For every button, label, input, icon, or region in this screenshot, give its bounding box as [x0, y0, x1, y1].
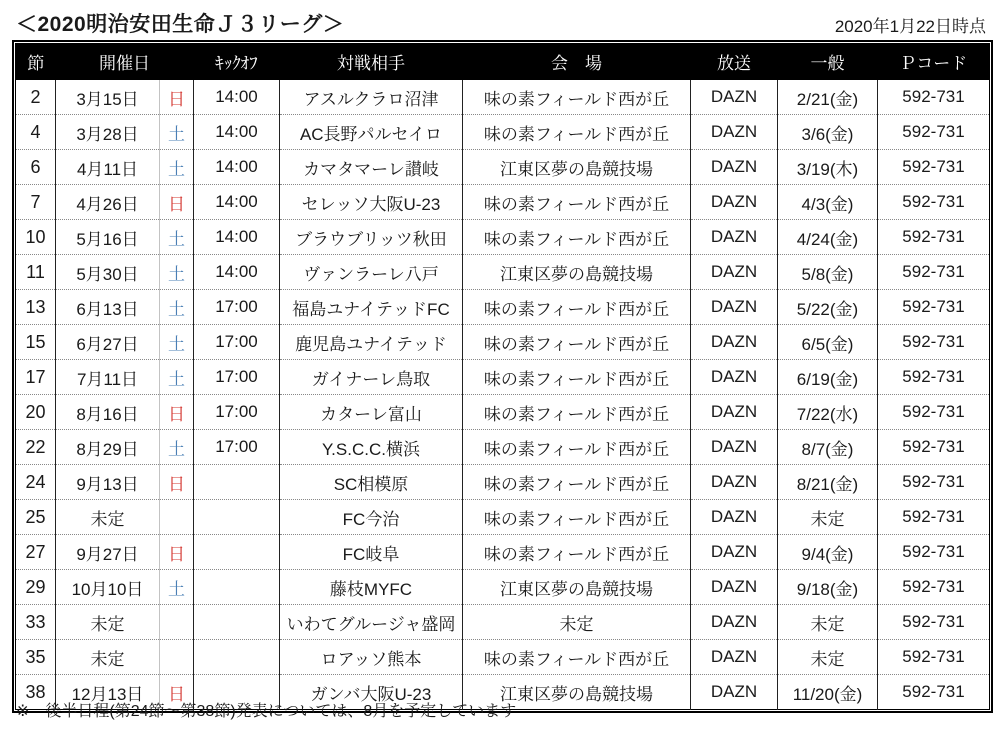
cell-round: 4: [16, 115, 56, 150]
page-title: ＜2020明治安田生命Ｊ３リーグ＞: [16, 13, 345, 36]
cell-pcode: 592-731: [878, 220, 990, 255]
cell-pcode: 592-731: [878, 290, 990, 325]
cell-opponent: 藤枝MYFC: [280, 570, 463, 605]
cell-opponent: カターレ富山: [280, 395, 463, 430]
header-general: 一般: [778, 44, 878, 80]
cell-round: 7: [16, 185, 56, 220]
cell-pcode: 592-731: [878, 605, 990, 640]
table-row: [16, 290, 990, 325]
cell-day-of-week: [160, 640, 194, 675]
cell-date: 3月15日: [56, 80, 160, 115]
cell-kickoff: [194, 465, 280, 500]
cell-pcode: 592-731: [878, 675, 990, 710]
cell-venue: 未定: [463, 605, 691, 640]
cell-date: 9月27日: [56, 535, 160, 570]
cell-broadcast: DAZN: [691, 395, 778, 430]
cell-date: 8月29日: [56, 430, 160, 465]
cell-pcode: 592-731: [878, 500, 990, 535]
cell-date: 5月30日: [56, 255, 160, 290]
cell-day-of-week: 土: [160, 290, 194, 325]
cell-pcode: 592-731: [878, 395, 990, 430]
cell-opponent: ガイナーレ鳥取: [280, 360, 463, 395]
cell-general-sale-date: 5/22(金): [778, 290, 878, 325]
cell-opponent: FC今治: [280, 500, 463, 535]
cell-day-of-week: 日: [160, 465, 194, 500]
cell-opponent: Y.S.C.C.横浜: [280, 430, 463, 465]
cell-general-sale-date: 4/24(金): [778, 220, 878, 255]
cell-venue: 江東区夢の島競技場: [463, 570, 691, 605]
cell-day-of-week: 土: [160, 570, 194, 605]
cell-day-of-week: 土: [160, 325, 194, 360]
cell-date: 3月28日: [56, 115, 160, 150]
cell-day-of-week: 土: [160, 150, 194, 185]
table-row: [16, 325, 990, 360]
header-broadcast: 放送: [691, 44, 778, 80]
cell-day-of-week: 日: [160, 80, 194, 115]
cell-pcode: 592-731: [878, 360, 990, 395]
cell-date: 未定: [56, 500, 160, 535]
header-kickoff: ｷｯｸｵﾌ: [194, 44, 280, 80]
cell-broadcast: DAZN: [691, 255, 778, 290]
cell-day-of-week: 土: [160, 255, 194, 290]
cell-venue: 江東区夢の島競技場: [463, 675, 691, 710]
cell-opponent: SC相模原: [280, 465, 463, 500]
cell-venue: 味の素フィールド西が丘: [463, 640, 691, 675]
cell-day-of-week: 土: [160, 360, 194, 395]
cell-venue: 味の素フィールド西が丘: [463, 360, 691, 395]
cell-round: 10: [16, 220, 56, 255]
cell-broadcast: DAZN: [691, 185, 778, 220]
cell-day-of-week: 日: [160, 185, 194, 220]
cell-opponent: 福島ユナイテッドFC: [280, 290, 463, 325]
cell-round: 11: [16, 255, 56, 290]
cell-venue: 江東区夢の島競技場: [463, 150, 691, 185]
table-row: [16, 220, 990, 255]
cell-general-sale-date: 3/19(木): [778, 150, 878, 185]
cell-general-sale-date: 8/7(金): [778, 430, 878, 465]
cell-venue: 味の素フィールド西が丘: [463, 500, 691, 535]
cell-day-of-week: 土: [160, 430, 194, 465]
cell-kickoff: 14:00: [194, 150, 280, 185]
cell-pcode: 592-731: [878, 535, 990, 570]
table-row: [16, 535, 990, 570]
cell-broadcast: DAZN: [691, 220, 778, 255]
cell-round: 6: [16, 150, 56, 185]
cell-round: 25: [16, 500, 56, 535]
cell-general-sale-date: 9/4(金): [778, 535, 878, 570]
cell-general-sale-date: 未定: [778, 605, 878, 640]
cell-kickoff: [194, 640, 280, 675]
cell-opponent: セレッソ大阪U-23: [280, 185, 463, 220]
cell-broadcast: DAZN: [691, 675, 778, 710]
cell-day-of-week: 土: [160, 115, 194, 150]
cell-venue: 味の素フィールド西が丘: [463, 80, 691, 115]
cell-pcode: 592-731: [878, 185, 990, 220]
table-row: [16, 465, 990, 500]
header-date: 開催日: [56, 44, 194, 80]
cell-general-sale-date: 6/5(金): [778, 325, 878, 360]
header-pcode: Ｐコード: [878, 44, 990, 80]
cell-broadcast: DAZN: [691, 570, 778, 605]
cell-venue: 味の素フィールド西が丘: [463, 535, 691, 570]
cell-opponent: 鹿児島ユナイテッド: [280, 325, 463, 360]
cell-venue: 江東区夢の島競技場: [463, 255, 691, 290]
table-row: [16, 150, 990, 185]
cell-round: 38: [16, 675, 56, 710]
cell-pcode: 592-731: [878, 430, 990, 465]
cell-general-sale-date: 5/8(金): [778, 255, 878, 290]
cell-broadcast: DAZN: [691, 80, 778, 115]
cell-date: 5月16日: [56, 220, 160, 255]
cell-round: 27: [16, 535, 56, 570]
cell-kickoff: 14:00: [194, 115, 280, 150]
cell-date: 6月13日: [56, 290, 160, 325]
cell-broadcast: DAZN: [691, 465, 778, 500]
cell-opponent: FC岐阜: [280, 535, 463, 570]
cell-kickoff: 17:00: [194, 430, 280, 465]
cell-kickoff: 14:00: [194, 255, 280, 290]
cell-pcode: 592-731: [878, 325, 990, 360]
cell-broadcast: DAZN: [691, 605, 778, 640]
cell-day-of-week: 日: [160, 395, 194, 430]
cell-round: 20: [16, 395, 56, 430]
cell-broadcast: DAZN: [691, 430, 778, 465]
cell-opponent: ロアッソ熊本: [280, 640, 463, 675]
cell-kickoff: 17:00: [194, 325, 280, 360]
cell-general-sale-date: 4/3(金): [778, 185, 878, 220]
cell-venue: 味の素フィールド西が丘: [463, 325, 691, 360]
cell-pcode: 592-731: [878, 465, 990, 500]
cell-date: 未定: [56, 640, 160, 675]
cell-pcode: 592-731: [878, 80, 990, 115]
cell-opponent: ブラウブリッツ秋田: [280, 220, 463, 255]
cell-kickoff: [194, 535, 280, 570]
cell-opponent: AC長野パルセイロ: [280, 115, 463, 150]
cell-kickoff: 17:00: [194, 290, 280, 325]
cell-venue: 味の素フィールド西が丘: [463, 220, 691, 255]
cell-venue: 味の素フィールド西が丘: [463, 115, 691, 150]
cell-round: 22: [16, 430, 56, 465]
cell-pcode: 592-731: [878, 640, 990, 675]
header-venue: 会 場: [463, 44, 691, 80]
cell-opponent: ヴァンラーレ八戸: [280, 255, 463, 290]
cell-date: 4月11日: [56, 150, 160, 185]
table-row: [16, 500, 990, 535]
cell-kickoff: 17:00: [194, 360, 280, 395]
cell-broadcast: DAZN: [691, 150, 778, 185]
cell-broadcast: DAZN: [691, 290, 778, 325]
cell-date: 6月27日: [56, 325, 160, 360]
cell-pcode: 592-731: [878, 115, 990, 150]
schedule-table: [15, 43, 990, 710]
cell-opponent: いわてグルージャ盛岡: [280, 605, 463, 640]
as-of-date: 2020年1月22日時点: [834, 17, 986, 36]
cell-date: 未定: [56, 605, 160, 640]
cell-round: 2: [30, 86, 41, 107]
table-body: [16, 80, 990, 710]
cell-broadcast: DAZN: [691, 360, 778, 395]
table-row: [16, 430, 990, 465]
cell-general-sale-date: 6/19(金): [778, 360, 878, 395]
cell-general-sale-date: 9/18(金): [778, 570, 878, 605]
cell-kickoff: 14:00: [194, 80, 280, 115]
cell-general-sale-date: 2/21(金): [778, 80, 878, 115]
cell-round: 15: [16, 325, 56, 360]
cell-opponent: アスルクラロ沼津: [280, 80, 463, 115]
cell-day-of-week: [160, 605, 194, 640]
table-row: [16, 185, 990, 220]
cell-venue: 味の素フィールド西が丘: [463, 395, 691, 430]
cell-venue: 味の素フィールド西が丘: [463, 465, 691, 500]
table-row: [16, 640, 990, 675]
table-row: [16, 570, 990, 605]
cell-general-sale-date: 8/21(金): [778, 465, 878, 500]
cell-day-of-week: 日: [160, 675, 194, 710]
table-row: [16, 80, 990, 115]
cell-venue: 味の素フィールド西が丘: [463, 430, 691, 465]
cell-kickoff: [194, 500, 280, 535]
cell-round: 35: [16, 640, 56, 675]
cell-date: 8月16日: [56, 395, 160, 430]
cell-general-sale-date: 11/20(金): [778, 675, 878, 710]
cell-opponent: カマタマーレ讃岐: [280, 150, 463, 185]
cell-broadcast: DAZN: [691, 535, 778, 570]
cell-round: 17: [16, 360, 56, 395]
cell-venue: 味の素フィールド西が丘: [463, 290, 691, 325]
cell-date: 12月13日: [56, 675, 160, 710]
cell-date: 10月10日: [56, 570, 160, 605]
cell-round: 13: [16, 290, 56, 325]
cell-round: 24: [16, 465, 56, 500]
cell-kickoff: 14:00: [194, 185, 280, 220]
cell-broadcast: DAZN: [691, 500, 778, 535]
cell-general-sale-date: 未定: [778, 640, 878, 675]
cell-pcode: 592-731: [878, 255, 990, 290]
cell-day-of-week: 土: [160, 220, 194, 255]
header-round: 節: [16, 44, 56, 80]
cell-venue: 味の素フィールド西が丘: [463, 185, 691, 220]
cell-date: 4月26日: [56, 185, 160, 220]
cell-opponent: ガンバ大阪U-23: [280, 675, 463, 710]
table-row: [16, 395, 990, 430]
table-header: [16, 44, 990, 80]
cell-round: 29: [16, 570, 56, 605]
cell-date: 7月11日: [56, 360, 160, 395]
cell-broadcast: DAZN: [691, 115, 778, 150]
table-row: [16, 255, 990, 290]
table-row: [16, 605, 990, 640]
cell-broadcast: DAZN: [691, 640, 778, 675]
cell-day-of-week: [160, 500, 194, 535]
cell-kickoff: [194, 605, 280, 640]
cell-pcode: 592-731: [878, 570, 990, 605]
cell-general-sale-date: 3/6(金): [778, 115, 878, 150]
table-row: [16, 360, 990, 395]
schedule-table-wrapper: [12, 40, 993, 713]
cell-kickoff: 14:00: [194, 220, 280, 255]
cell-round: 33: [16, 605, 56, 640]
header-opponent: 対戦相手: [280, 44, 463, 80]
cell-day-of-week: 日: [160, 535, 194, 570]
cell-general-sale-date: 7/22(水): [778, 395, 878, 430]
cell-date: 9月13日: [56, 465, 160, 500]
cell-general-sale-date: 未定: [778, 500, 878, 535]
cell-kickoff: [194, 570, 280, 605]
cell-broadcast: DAZN: [691, 325, 778, 360]
footnote: ※ 後半日程(第24節～第38節)発表については、8月を予定しています: [16, 703, 517, 720]
table-row: [16, 115, 990, 150]
cell-pcode: 592-731: [878, 150, 990, 185]
cell-kickoff: 17:00: [194, 395, 280, 430]
